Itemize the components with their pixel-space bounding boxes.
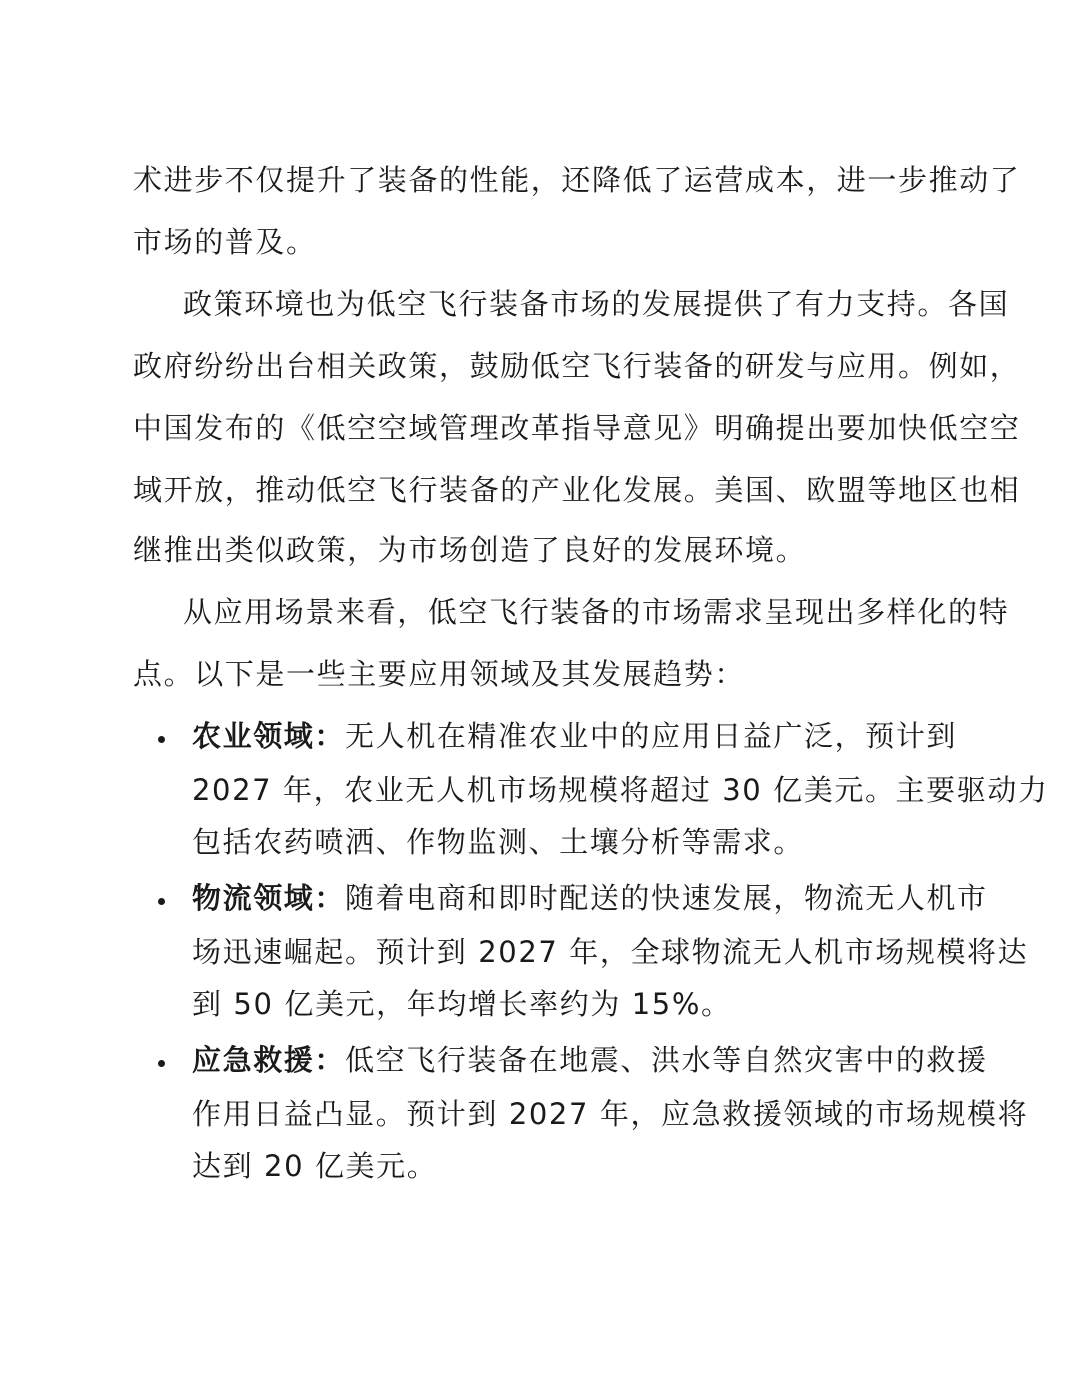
paragraph-3-line-1: 从应用场景来看，低空飞行装备的市场需求呈现出多样化的特 [183,595,1010,629]
paragraph-2-line-2: 政府纷纷出台相关政策，鼓励低空飞行装备的研发与应用。例如， [133,349,1021,383]
bullet-2-line-3: 到 50 亿美元，年均增长率约为 15%。 [192,987,732,1021]
bullet-3-first-text: 低空飞行装备在地震、洪水等自然灾害中的救援 [345,1043,988,1077]
paragraph-2-line-3: 中国发布的《低空空域管理改革指导意见》明确提出要加快低空空 [133,411,1021,445]
bullet-marker [158,736,165,743]
bullet-2-line-2: 场迅速崛起。预计到 2027 年，全球物流无人机市场规模将达 [192,935,1029,969]
bullet-1-first-text: 无人机在精准农业中的应用日益广泛，预计到 [345,719,958,753]
paragraph-2-line-4: 域开放，推动低空飞行装备的产业化发展。美国、欧盟等地区也相 [133,473,1021,507]
bullet-2-label: 物流领域： [192,881,346,915]
bullet-3-line-3: 达到 20 亿美元。 [192,1149,438,1183]
bullet-1-first-line [192,716,957,756]
bullet-2-first-line [192,878,988,918]
paragraph-3-line-2: 点。以下是一些主要应用领域及其发展趋势： [133,657,746,691]
bullet-marker [158,1060,165,1067]
paragraph-1-line-2: 市场的普及。 [133,225,317,259]
bullet-1-line-2: 2027 年，农业无人机市场规模将超过 30 亿美元。主要驱动力 [192,773,1049,807]
bullet-3-label: 应急救援： [192,1043,346,1077]
bullet-2-first-text: 随着电商和即时配送的快速发展，物流无人机市 [345,881,988,915]
bullet-1-label: 农业领域： [192,719,346,753]
paragraph-2-line-1: 政策环境也为低空飞行装备市场的发展提供了有力支持。各国 [183,287,1010,321]
bullet-3-line-2: 作用日益凸显。预计到 2027 年，应急救援领域的市场规模将 [192,1097,1029,1131]
bullet-3-first-line [192,1040,988,1080]
bullet-marker [158,898,165,905]
paragraph-2-line-5: 继推出类似政策，为市场创造了良好的发展环境。 [133,533,807,567]
bullet-1-line-3: 包括农药喷洒、作物监测、土壤分析等需求。 [192,825,805,859]
paragraph-1-line-1: 术进步不仅提升了装备的性能，还降低了运营成本，进一步推动了 [133,163,1021,197]
